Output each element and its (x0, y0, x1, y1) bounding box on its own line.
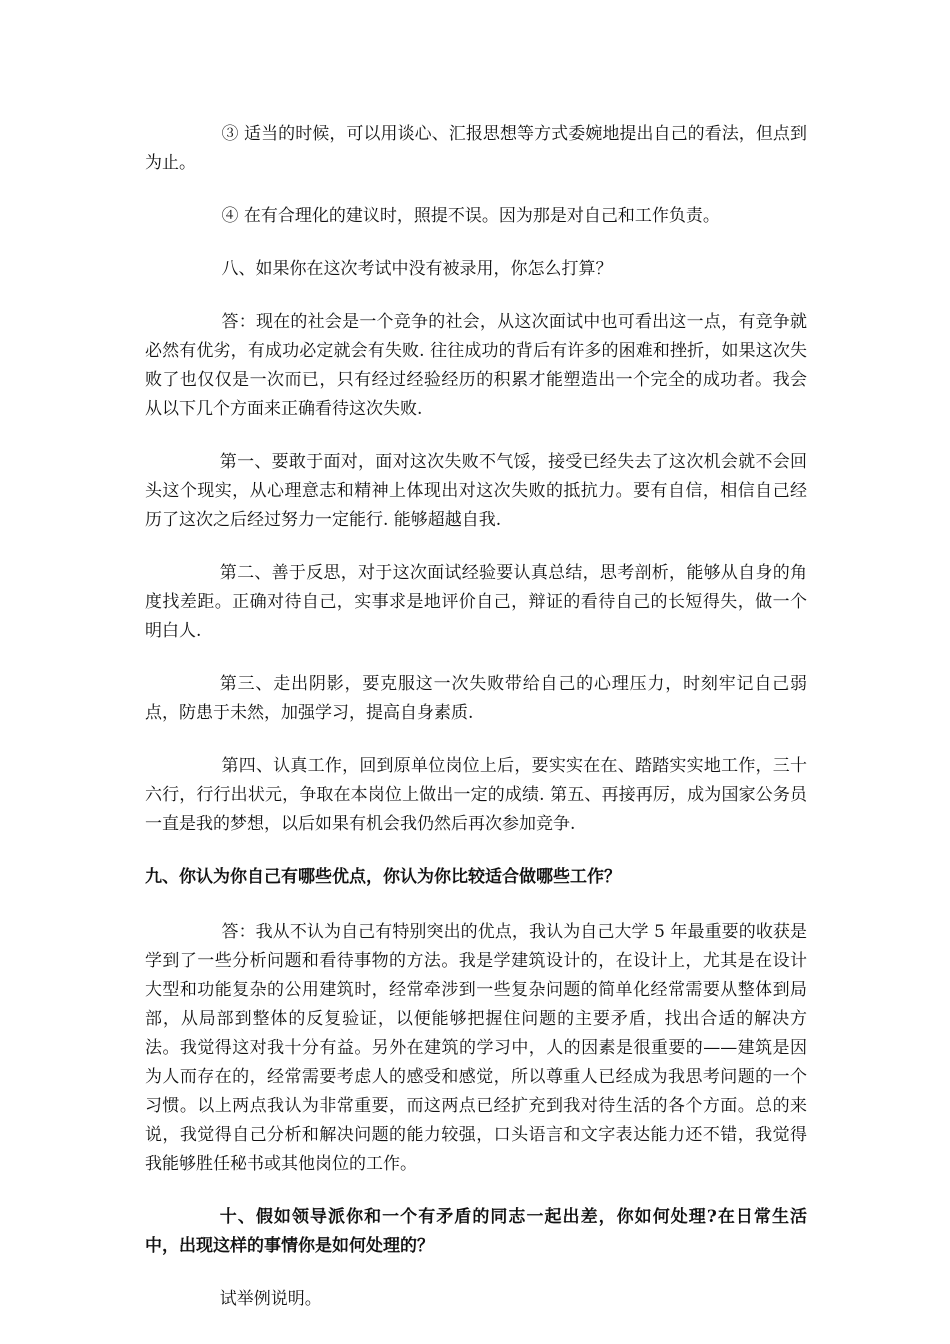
answer-8-first: 第一、要敢于面对，面对这次失败不气馁，接受已经失去了这次机会就不会回头这个现实，从心理意志和精神上体现出对这次失败的抵抗力。要有自信，相信自己经历了这次之后经过努力一定能行. 能够超越自我. (145, 452, 807, 530)
answer-9: 答：我从不认为自己有特别突出的优点，我认为自己大学 5 年最重要的收获是学到了一些分析问题和看待事物的方法。我是学建筑设计的，在设计上，尤其是在设计大型和功能复杂的公用建筑时，经常牵涉到一些复杂问题的简单化经常需要从整体到局部，从局部到整体的反复验证，以便能够把握住问题的主要矛盾，找出合适的解决方法。我觉得这对我十分有益。另外在建筑的学习中，人的因素是很重要的——建筑是因为人而存在的，经常需要考虑人的感受和感觉，所以尊重人已经成为我思考问题的一个习惯。以上两点我认为非常重要，而这两点已经扩充到我对待生活的各个方面。总的来说，我觉得自己分析和解决问题的能力较强，口头语言和文字表达能力还不错，我觉得我能够胜任秘书或其他岗位的工作。 (145, 922, 807, 1174)
question-10-note: 试举例说明。 (219, 1289, 322, 1309)
question-8-heading: 八、如果你在这次考试中没有被录用，你怎么打算？ (221, 259, 613, 279)
paragraph-point-3: ③ 适当的时候，可以用谈心、汇报思想等方式委婉地提出自己的看法，但点到为止。 (145, 124, 807, 173)
answer-8-intro: 答：现在的社会是一个竞争的社会，从这次面试中也可看出这一点，有竞争就必然有优劣，有成功必定就会有失败. 往往成功的背后有许多的困难和挫折，如果这次失败了也仅仅是一次而已，只有经过经验经历的积累才能塑造出一个完全的成功者。我会从以下几个方面来正确看待这次失败. (145, 312, 807, 419)
answer-8-third: 第三、走出阴影，要克服这一次失败带给自己的心理压力，时刻牢记自己弱点，防患于未然，加强学习，提高自身素质. (145, 674, 807, 723)
question-10-heading: 十、假如领导派你和一个有矛盾的同志一起出差，你如何处理?在日常生活中，出现这样的事情你是如何处理的？ (145, 1207, 807, 1256)
document-body (145, 120, 807, 1338)
answer-8-fourth-fifth: 第四、认真工作，回到原单位岗位上后，要实实在在、踏踏实实地工作，三十六行，行行出状元，争取在本岗位上做出一定的成绩. 第五、再接再厉，成为国家公务员一直是我的梦想，以后如果有机会我仍然后再次参加竞争. (145, 756, 807, 834)
question-9-heading: 九、你认为你自己有哪些优点，你认为你比较适合做哪些工作？ (145, 867, 621, 887)
paragraph-point-4: ④ 在有合理化的建议时，照提不误。因为那是对自己和工作负责。 (221, 206, 720, 226)
answer-8-second: 第二、善于反思，对于这次面试经验要认真总结，思考剖析，能够从自身的角度找差距。正确对待自己，实事求是地评价自己，辩证的看待自己的长短得失，做一个明白人. (145, 563, 807, 641)
